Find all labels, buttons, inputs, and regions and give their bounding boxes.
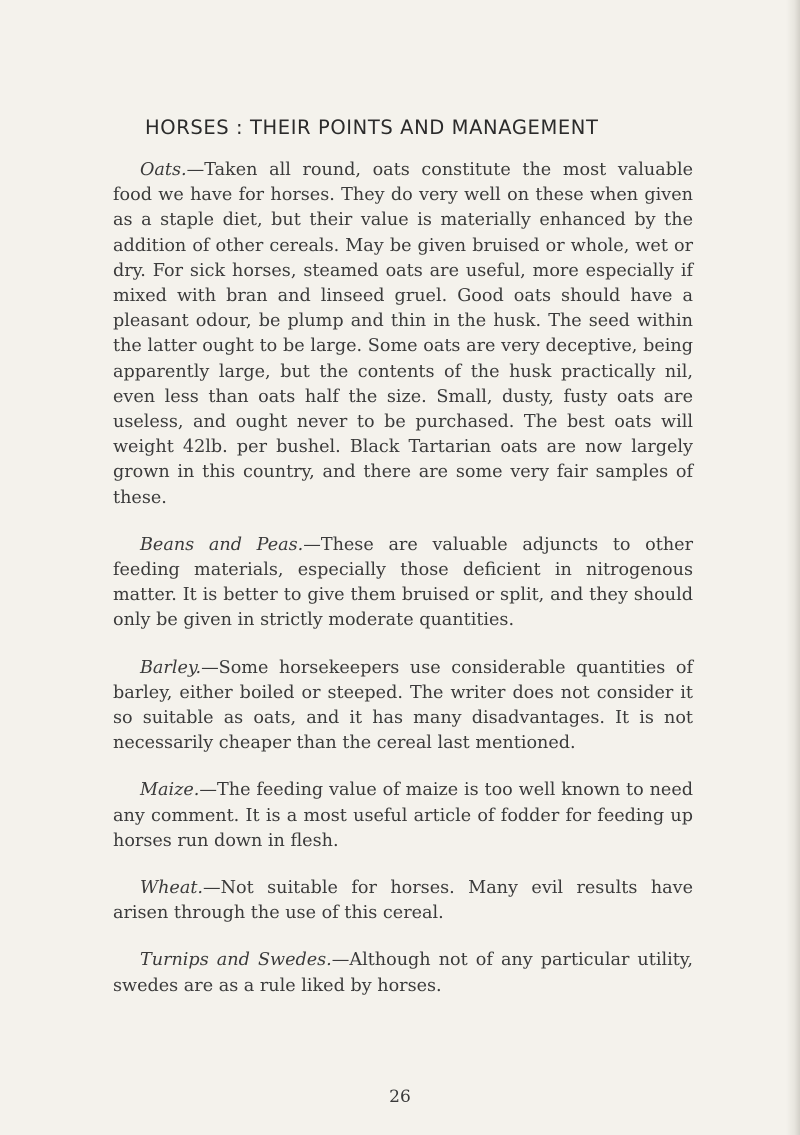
paragraph-text: —Some horsekeepers use considerable quantities of barley, either boiled or steeped. The writer does not consider it so suitable as oats, and it has many disadvantages. It is not necessarily cheaper than the cereal last mentioned. <box>113 657 693 754</box>
term-oats: Oats. <box>140 160 187 180</box>
term-barley: Barley. <box>140 657 202 678</box>
paragraph-barley <box>113 656 693 757</box>
paragraph-text: —The feeding value of maize is too well known to need any comment. It is a most useful article of fodder for feeding up horses run down in flesh. <box>113 780 693 851</box>
paragraph-wheat <box>113 876 693 926</box>
page-edge-shadow <box>786 0 800 1135</box>
term-wheat: Wheat. <box>140 878 203 899</box>
page-number: 26 <box>389 1087 411 1107</box>
running-head: HORSES : THEIR POINTS AND MANAGEMENT <box>145 116 599 139</box>
paragraph-text: —Not suitable for horses. Many evil results have arisen through the use of this cereal. <box>113 878 693 924</box>
paragraph-text: —Although not of any particular utility, swedes are as a rule liked by horses. <box>113 950 693 996</box>
term-maize: Maize. <box>140 780 200 801</box>
paragraph-beans-and-peas <box>113 533 693 634</box>
term-turnips-and-swedes: Turnips and Swedes. <box>140 950 332 971</box>
paragraph-maize <box>113 778 693 854</box>
paragraph-turnips-and-swedes <box>113 948 693 998</box>
term-beans-and-peas: Beans and Peas. <box>140 534 304 555</box>
paragraph-text: —These are valuable adjuncts to other feeding materials, especially those deficient in nitrogenous matter. It is better to give them bruised or split, and they should only be given in strictly moderate quantities. <box>113 534 694 631</box>
paragraph-oats <box>113 158 693 511</box>
body-text <box>113 158 693 999</box>
paragraph-text: —Taken all round, oats constitute the most valuable food we have for horses. They do very well on these when given as a staple diet, but their value is materially enhanced by the addition of other cereals. May be given bruised or whole, wet or dry. For sick horses, steamed oats are useful, more especially if mixed with bran and linseed gruel. Good oats should have a pleasant odour, be plump and thin in the husk. The seed within the latter ought to be large. Some oats are very deceptive, being apparently large, but the contents of the husk practically nil, even less than oats half the size. Small, dusty, fusty oats are useless, and ought never to be purchased. The best oats will weight 42lb. per bushel. Black Tartarian oats are now largely grown in this country, and there are some very fair samples of these. <box>113 160 693 508</box>
